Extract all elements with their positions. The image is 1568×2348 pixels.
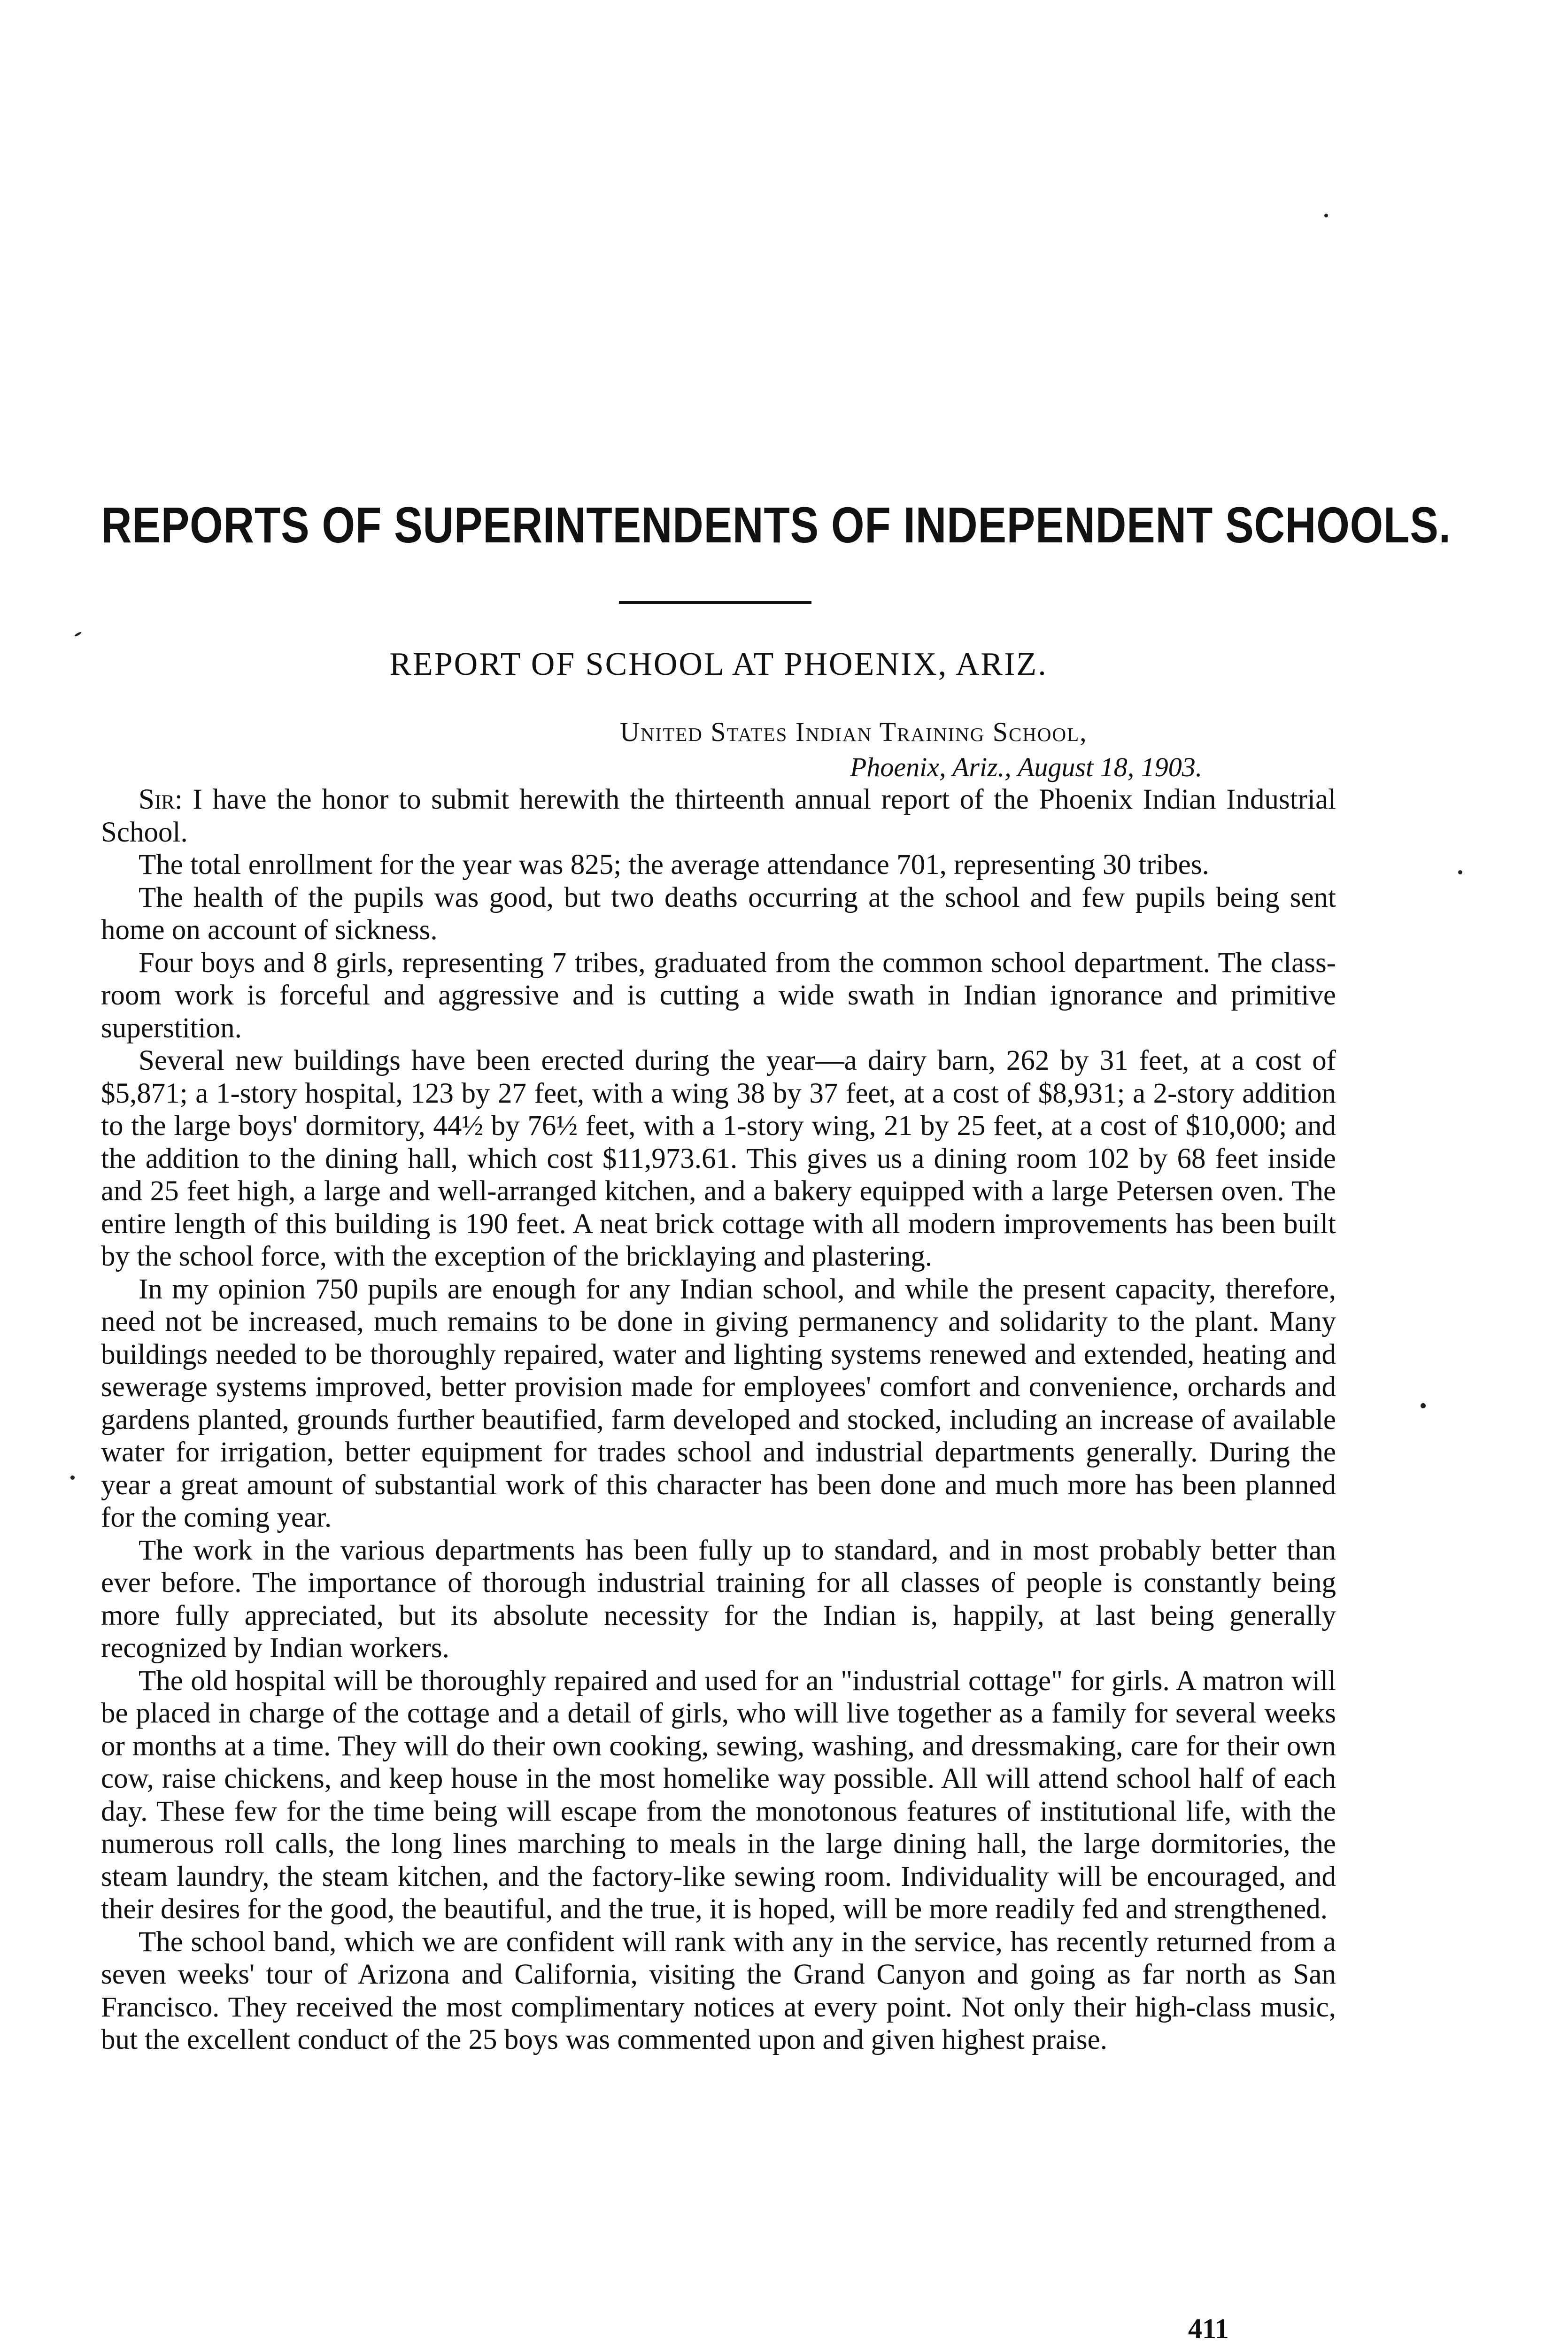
report-heading: REPORT OF SCHOOL AT PHOENIX, ARIZ.: [389, 646, 1048, 682]
paragraph: The school band, which we are confident will rank with any in the service, has recently returned from a seven weeks' tour of Arizona and California, visiting the Grand Canyon and going as far north as San Francisco. They received the most complimentary notices at every point. Not only their high-class music, but the excellent conduct of the 25 boys was commented upon and given highest praise.: [101, 1926, 1336, 2055]
paragraph: The old hospital will be thoroughly repaired and used for an "industrial cottage" for girls. A matron will be placed in charge of the cottage and a detail of girls, who will live together as a family for several weeks or months at a time. They will do their own cooking, sewing, washing, and dressmaking, care for their own cow, raise chickens, and keep house in the most homelike way possible. All will attend school half of each day. These few for the time being will escape from the monotonous features of institutional life, with the numerous roll calls, the long lines marching to meals in the large dining hall, the large dormitories, the steam laundry, the steam kitchen, and the factory-like sewing room. Individuality will be encouraged, and their desires for the good, the beautiful, and the true, it is hoped, will be more readily fed and strengthened.: [101, 1665, 1336, 1925]
paragraph: Four boys and 8 girls, representing 7 tribes, graduated from the common school department. The class-room work is forceful and aggressive and is cutting a wide swath in Indian ignorance and primitive superstition.: [101, 947, 1336, 1044]
dateline-institution: United States Indian Training School,: [620, 717, 1088, 747]
title-divider: [619, 601, 811, 604]
paragraph: [101, 783, 1336, 849]
scan-speck: [1421, 1403, 1426, 1408]
paragraph: The health of the pupils was good, but two deaths occurring at the school and few pupils being sent home on account of sickness.: [101, 881, 1336, 946]
paragraph: Several new buildings have been erected during the year—a dairy barn, 262 by 31 feet, at a cost of $5,871; a 1-story hospital, 123 by 27 feet, with a wing 38 by 37 feet, at a cost of $8,931; a 2-story addition to the large boys' dormitory, 44½ by 76½ feet, with a 1-story wing, 21 by 25 feet, at a cost of $10,000; and the addition to the dining hall, which cost $11,973.61. This gives us a dining room 102 by 68 feet inside and 25 feet high, a large and well-arranged kitchen, and a bakery equipped with a large Petersen oven. The entire length of this building is 190 feet. A neat brick cottage with all modern improvements has been built by the school force, with the exception of the bricklaying and plastering.: [101, 1045, 1336, 1272]
scan-speck: [1458, 870, 1462, 874]
scan-speck: [70, 1475, 75, 1480]
report-body: [101, 783, 1336, 2056]
paragraph: In my opinion 750 pupils are enough for any Indian school, and while the present capacity, therefore, need not be increased, much remains to be done in giving permanency and solidarity to the plant. Many buildings needed to be thoroughly repaired, water and lighting systems renewed and extended, heating and sewerage systems improved, better provision made for employees' comfort and convenience, orchards and gardens planted, grounds further beautified, farm developed and stocked, including an increase of available water for irrigation, better equipment for trades school and industrial departments generally. During the year a great amount of substantial work of this character has been done and much more has been planned for the coming year.: [101, 1273, 1336, 1533]
salutation: Sir:: [139, 784, 183, 815]
scan-speck: [1324, 214, 1328, 217]
dateline-place-date: Phoenix, Ariz., August 18, 1903.: [850, 752, 1203, 782]
page-number: 411: [1188, 2313, 1229, 2344]
page-title: REPORTS OF SUPERINTENDENTS OF INDEPENDENT SCHOOLS.: [101, 496, 1451, 553]
paragraph-text: I have the honor to submit herewith the thirteenth annual report of the Phoenix Indian Industrial School.: [101, 784, 1336, 848]
paragraph: The total enrollment for the year was 825; the average attendance 701, representing 30 tribes.: [139, 849, 1209, 880]
paragraph: The work in the various departments has been fully up to standard, and in most probably better than ever before. The importance of thorough industrial training for all classes of people is constantly being more fully appreciated, but its absolute necessity for the Indian is, happily, at last being generally recognized by Indian workers.: [101, 1534, 1336, 1664]
scan-speck: [74, 631, 82, 637]
